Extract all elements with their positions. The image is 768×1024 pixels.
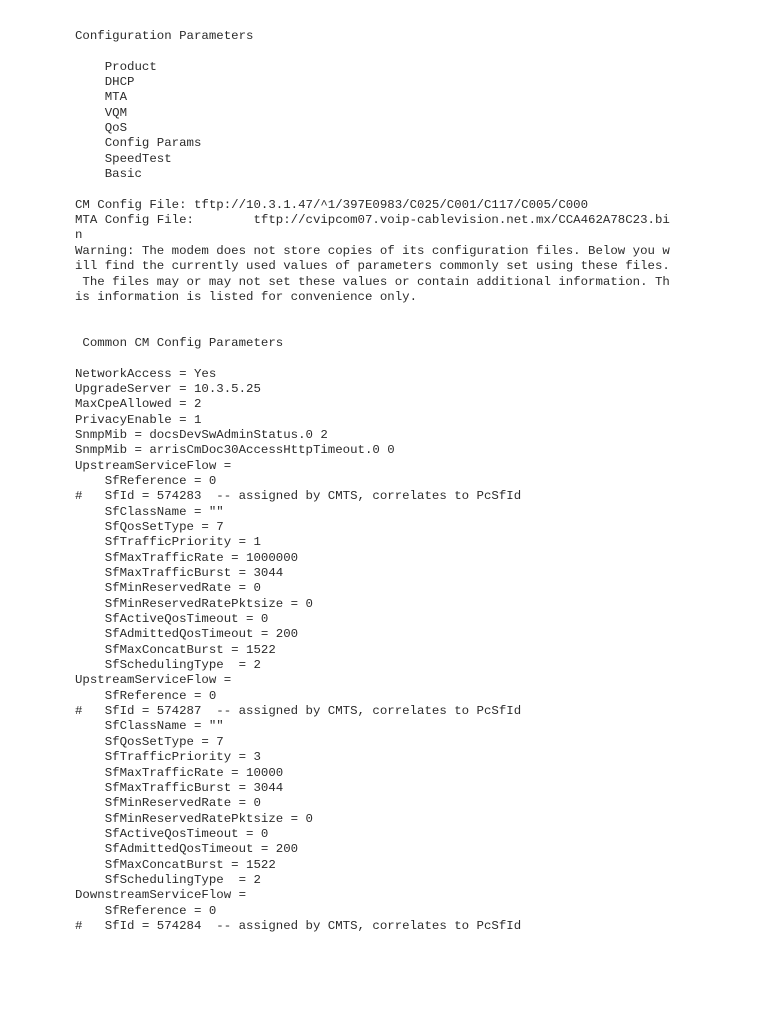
nav-item-speedtest[interactable] — [75, 152, 675, 167]
nav-link-mta[interactable]: MTA — [104, 90, 128, 105]
nav-link-dhcp[interactable]: DHCP — [104, 75, 135, 90]
param-line: SfTrafficPriority = 3 — [75, 750, 261, 765]
param-line: UpstreamServiceFlow = — [75, 673, 232, 688]
nav-link-product[interactable]: Product — [104, 59, 157, 74]
spacer — [75, 305, 675, 320]
nav-link-vqm[interactable]: VQM — [104, 105, 128, 120]
param-line: SnmpMib = arrisCmDoc30AccessHttpTimeout.0 0 — [75, 443, 395, 458]
nav-link-config-params[interactable]: Config Params — [104, 136, 202, 151]
param-line: SfSchedulingType = 2 — [75, 658, 261, 673]
param-line: SfReference = 0 — [75, 473, 217, 488]
param-line: SnmpMib = docsDevSwAdminStatus.0 2 — [75, 427, 328, 442]
param-line: UpstreamServiceFlow = — [75, 458, 232, 473]
warning-line: Warning: The modem does not store copies of its configuration files. Below you w — [75, 243, 670, 258]
spacer — [75, 44, 675, 59]
nav-menu — [75, 60, 675, 183]
warning-line: The files may or may not set these values or contain additional information. Th — [75, 274, 670, 289]
spacer — [75, 321, 675, 336]
param-line: SfClassName = "" — [75, 719, 224, 734]
param-line: SfMinReservedRatePktsize = 0 — [75, 596, 313, 611]
param-line: # SfId = 574287 -- assigned by CMTS, correlates to PcSfId — [75, 704, 522, 719]
mta-config-line: n — [75, 228, 83, 243]
param-line: SfMaxConcatBurst = 1522 — [75, 857, 276, 872]
param-line: MaxCpeAllowed = 2 — [75, 397, 202, 412]
param-line: SfMinReservedRate = 0 — [75, 796, 261, 811]
mta-config-file — [75, 213, 675, 244]
nav-item-vqm[interactable] — [75, 106, 675, 121]
param-line: SfMaxTrafficBurst = 3044 — [75, 566, 284, 581]
nav-item-dhcp[interactable] — [75, 75, 675, 90]
param-line: UpgradeServer = 10.3.5.25 — [75, 381, 261, 396]
nav-item-basic[interactable] — [75, 167, 675, 182]
param-line: SfSchedulingType = 2 — [75, 872, 261, 887]
nav-item-product[interactable] — [75, 60, 675, 75]
nav-item-qos[interactable] — [75, 121, 675, 136]
config-page — [75, 29, 675, 934]
param-line: SfActiveQosTimeout = 0 — [75, 612, 269, 627]
param-line: PrivacyEnable = 1 — [75, 412, 202, 427]
param-line: SfClassName = "" — [75, 504, 224, 519]
nav-link-qos[interactable]: QoS — [104, 121, 128, 136]
param-line: SfAdmittedQosTimeout = 200 — [75, 842, 299, 857]
param-line: SfMaxTrafficRate = 10000 — [75, 765, 284, 780]
spacer — [75, 182, 675, 197]
warning-line: ill find the currently used values of parameters commonly set using these files. — [75, 259, 670, 274]
warning-text — [75, 244, 675, 305]
param-line: SfQosSetType = 7 — [75, 734, 224, 749]
param-line: SfMinReservedRatePktsize = 0 — [75, 811, 313, 826]
param-line: SfMaxTrafficBurst = 3044 — [75, 780, 284, 795]
warning-line: is information is listed for convenience only. — [75, 289, 418, 304]
mta-config-line: MTA Config File: tftp://cvipcom07.voip-cablevision.net.mx/CCA462A78C23.bi — [75, 213, 670, 228]
param-line: SfMaxConcatBurst = 1522 — [75, 642, 276, 657]
spacer — [75, 351, 675, 366]
section-heading: Common CM Config Parameters — [75, 335, 284, 350]
page-title: Configuration Parameters — [75, 29, 254, 43]
nav-link-speedtest[interactable]: SpeedTest — [104, 151, 172, 166]
param-line: SfMaxTrafficRate = 1000000 — [75, 550, 299, 565]
param-line: SfActiveQosTimeout = 0 — [75, 826, 269, 841]
param-line: NetworkAccess = Yes — [75, 366, 217, 381]
param-line: DownstreamServiceFlow = — [75, 888, 247, 903]
nav-item-mta[interactable] — [75, 90, 675, 105]
param-list — [75, 367, 675, 935]
param-line: SfReference = 0 — [75, 903, 217, 918]
param-line: SfReference = 0 — [75, 688, 217, 703]
param-line: # SfId = 574283 -- assigned by CMTS, correlates to PcSfId — [75, 489, 522, 504]
param-line: SfTrafficPriority = 1 — [75, 535, 261, 550]
param-line: # SfId = 574284 -- assigned by CMTS, correlates to PcSfId — [75, 918, 522, 933]
param-line: SfAdmittedQosTimeout = 200 — [75, 627, 299, 642]
param-line: SfQosSetType = 7 — [75, 520, 224, 534]
nav-item-config-params[interactable] — [75, 136, 675, 151]
param-line: SfMinReservedRate = 0 — [75, 581, 261, 596]
cm-config-file: CM Config File: tftp://10.3.1.47/^1/397E0983/C025/C001/C117/C005/C000 — [75, 197, 589, 212]
nav-link-basic[interactable]: Basic — [104, 167, 142, 182]
